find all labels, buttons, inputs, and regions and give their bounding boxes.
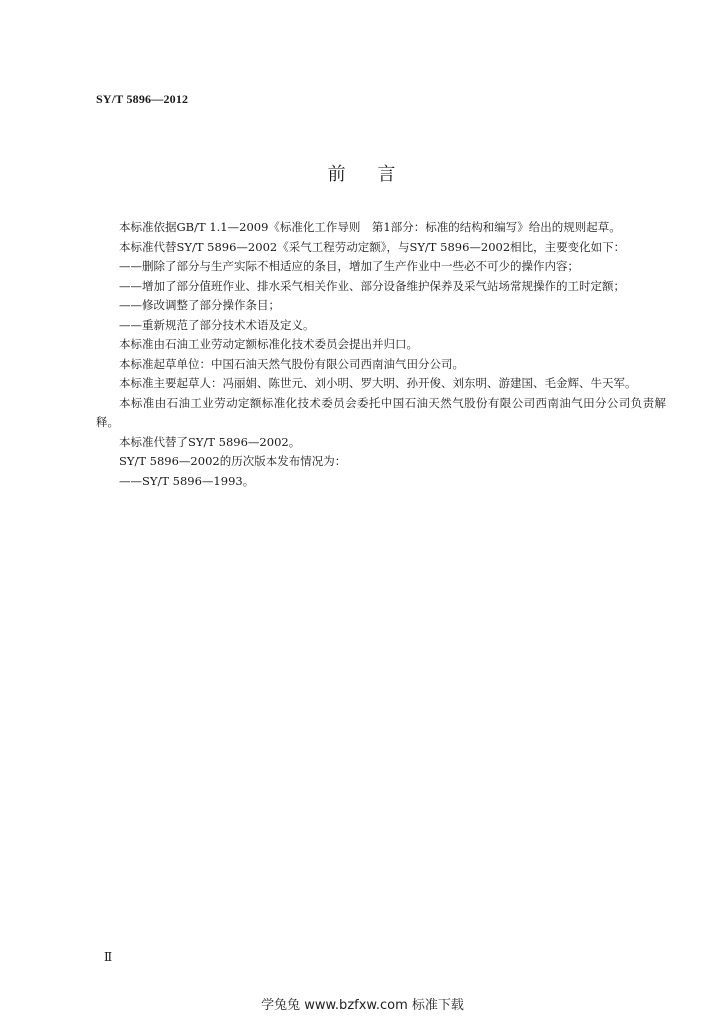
edition-history-item: ——SY/T 5896—1993。 [119, 473, 255, 488]
paragraph-drafting-unit: 本标准起草单位：中国石油天然气股份有限公司西南油气田分公司。 [119, 356, 464, 371]
change-item-4: ——重新规范了部分技术术语及定义。 [119, 317, 315, 332]
change-item-3: ——修改调整了部分操作条目； [119, 298, 280, 312]
change-item-2: ——增加了部分值班作业、排水采气相关作业、部分设备维护保养及采气站场常规操作的工时定额； [119, 278, 625, 293]
foreword-body [96, 218, 666, 491]
paragraph-edition-history: SY/T 5896—2002的历次版本发布情况为： [119, 454, 347, 468]
page-number: Ⅱ [104, 950, 113, 964]
paragraph-replacement: 本标准代替SY/T 5896—2002《采气工程劳动定额》，与SY/T 5896—2002相比，主要变化如下： [119, 239, 626, 254]
paragraph-drafting-basis: 本标准依据GB/T 1.1—2009《标准化工作导则 第1部分：标准的结构和编写》给出的规则起草。 [119, 220, 621, 234]
watermark-text: 学兔兔 www.bzfxw.com 标准下载 [261, 998, 464, 1013]
paragraph-proposer: 本标准由石油工业劳动定额标准化技术委员会提出并归口。 [119, 337, 418, 351]
document-code: SY/T 5896—2012 [96, 92, 189, 106]
paragraph-interpretation: 本标准由石油工业劳动定额标准化技术委员会委托中国石油天然气股份有限公司西南油气田分公司负责解释。 [96, 395, 666, 429]
paragraph-drafters: 本标准主要起草人：冯丽娟、陈世元、刘小明、罗大明、孙开俊、刘东明、游建国、毛金辉、牛天军。 [119, 376, 637, 390]
change-item-1: ——删除了部分与生产实际不相适应的条目，增加了生产作业中一些必不可少的操作内容； [119, 259, 579, 273]
page-title: 前 言 [327, 164, 398, 185]
paragraph-supersedes: 本标准代替了SY/T 5896—2002。 [119, 434, 301, 449]
